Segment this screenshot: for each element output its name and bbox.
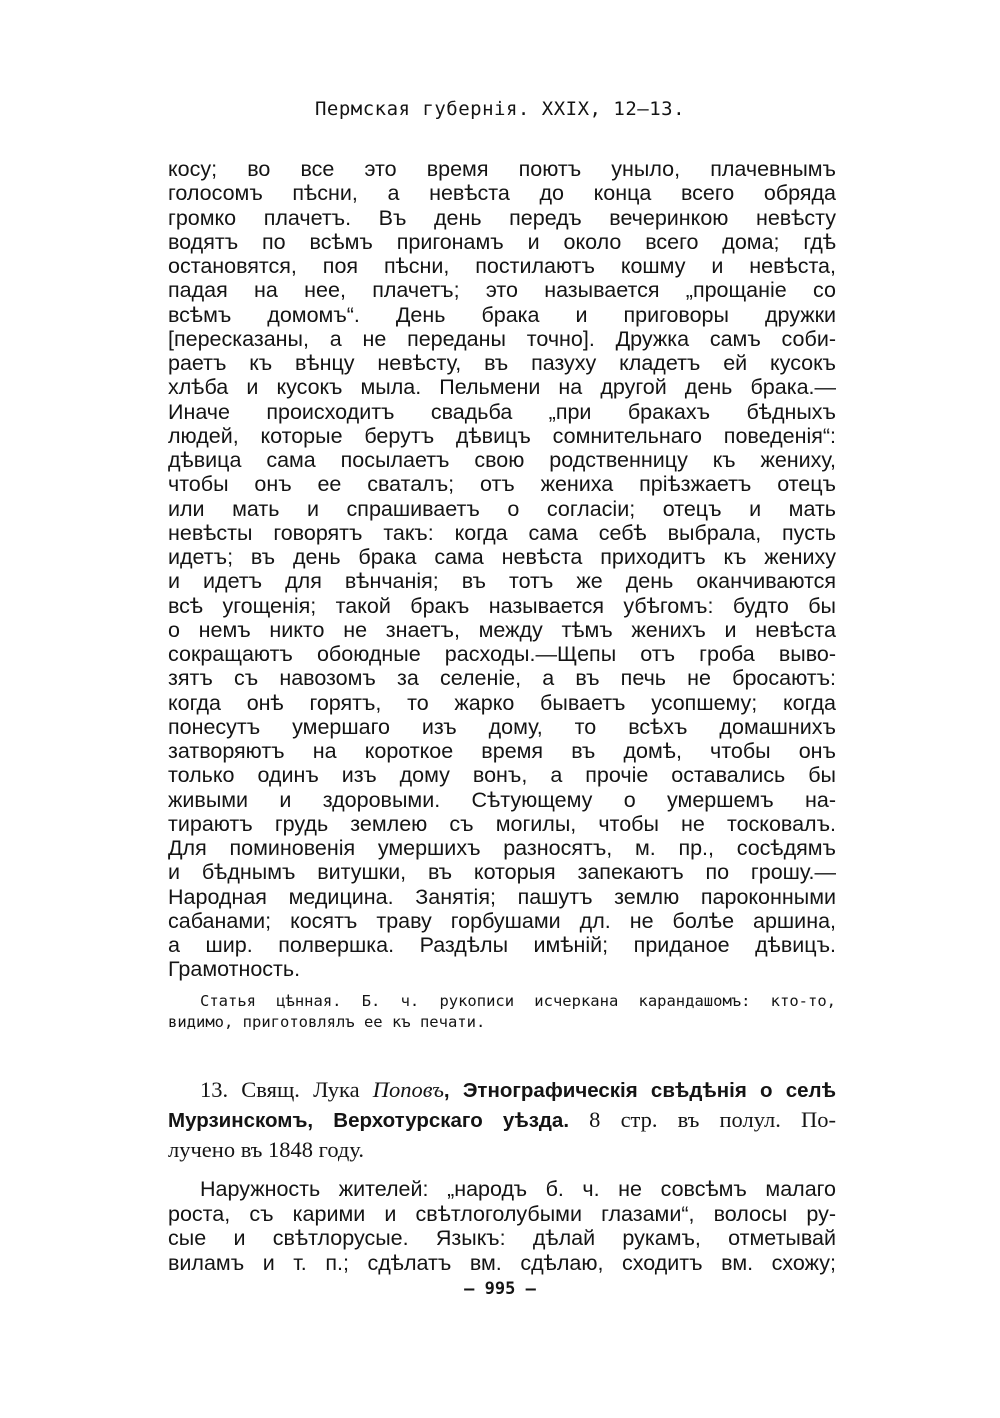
- text-line: остановятся, поя пѣсни, постилаютъ кошму и невѣста,: [168, 254, 836, 278]
- desc-line: сые и свѣтлорусые. Языкъ: дѣлай рукамъ, отметывай: [168, 1226, 836, 1250]
- text-line: людей, которые берутъ дѣвицъ сомнительнаго поведенія“:: [168, 423, 836, 448]
- text-line: когда онѣ горятъ, то жарко бываетъ усопшему; когда: [168, 690, 836, 715]
- text-line: понесутъ умершаго изъ дому, то всѣхъ домашнихъ: [168, 714, 836, 739]
- entry-author-surname: Поповъ: [372, 1077, 444, 1102]
- text-line: громко плачетъ. Въ день передъ вечеринкою невѣсту: [168, 205, 836, 230]
- text-line: Для поминовенія умершихъ разносятъ, м. пр., сосѣдямъ: [168, 836, 836, 860]
- text-line: живыми и здоровыми. Сѣтующему о умершемъ на-: [168, 787, 836, 812]
- text-line: идетъ; въ день брака сама невѣста приходитъ къ жениху: [168, 545, 836, 569]
- page-number: — 995 —: [464, 1279, 536, 1299]
- desc-line: Наружность жителей: „народъ б. ч. не совсѣмъ малаго: [200, 1177, 836, 1201]
- text-line: затворяютъ на короткое время въ домѣ, чтобы онъ: [168, 739, 836, 763]
- text-line: а шир. полвершка. Раздѣлы имѣній; приданое дѣвицъ.: [168, 933, 836, 957]
- text-line: Иначе происходитъ свадьба „при бракахъ бѣдныхъ: [168, 399, 836, 424]
- text-line: и идетъ для вѣнчанія; въ тотъ же день оканчиваются: [168, 569, 836, 594]
- text-line: голосомъ пѣсни, а невѣста до конца всего обряда: [168, 181, 836, 206]
- text-line: [пересказаны, а не переданы точно]. Дружка самъ соби-: [168, 326, 836, 351]
- text-line: и бѣднымъ витушки, въ которыя запекаютъ по грошу.—: [168, 860, 836, 885]
- text-line: дѣвица сама посылаетъ свою родственницу къ жениху,: [168, 448, 836, 472]
- entry-title-part: Мурзинскомъ, Верхотурскаго уѣзда.: [168, 1109, 570, 1132]
- text-line: Народная медицина. Занятія; пашутъ землю пароконными: [168, 884, 836, 909]
- bibliographic-entry: [168, 1075, 836, 1165]
- text-line: зятъ съ навозомъ за селеніе, а въ печь не бросаютъ:: [168, 666, 836, 691]
- entry-title-part: , Этнографическія свѣдѣнія о селѣ: [443, 1079, 836, 1102]
- note-line: Статья цѣнная. Б. ч. рукописи исчеркана карандашомъ: кто-то,: [200, 992, 836, 1010]
- text-line: о немъ никто не знаетъ, между тѣмъ женихъ и невѣста: [168, 617, 836, 642]
- entry-line: [168, 1105, 836, 1135]
- running-head: Пермская губернія. XXIX, 12—13.: [314, 98, 686, 120]
- text-line: косу; во все это время поютъ уныло, плачевнымъ: [168, 157, 836, 181]
- text-line: хлѣба и кусокъ мыла. Пельмени на другой день брака.—: [168, 375, 836, 400]
- desc-line: виламъ и т. п.; сдѣлатъ вм. сдѣлаю, сходитъ вм. схожу;: [168, 1250, 836, 1275]
- entry-details: лучено въ 1848 году.: [168, 1137, 364, 1162]
- text-line: Грамотность.: [168, 957, 301, 982]
- entry-line: [168, 1135, 836, 1165]
- note-line: видимо, приготовлялъ ее къ печати.: [168, 1013, 486, 1031]
- entry-details: 8 стр. въ полул. По-: [569, 1107, 836, 1132]
- desc-line: роста, съ карими и свѣтлоголубыми глазами“, волосы ру-: [168, 1201, 836, 1226]
- main-text-block: [168, 157, 836, 982]
- editorial-note: [168, 991, 836, 1033]
- text-line: всѣ угощенія; такой бракъ называется убѣгомъ: будто бы: [168, 593, 836, 618]
- entry-line: [168, 1075, 836, 1105]
- text-line: всѣмъ домомъ“. День брака и приговоры дружки: [168, 302, 836, 327]
- text-line: невѣсты говорятъ такъ: когда сама себѣ выбрала, пусть: [168, 520, 836, 545]
- entry-number: 13. Свящ. Лука: [200, 1077, 373, 1102]
- text-line: падая на нее, плачетъ; это называется „прощаніе со: [168, 278, 836, 303]
- text-line: сокращаютъ обоюдные расходы.—Щепы отъ гроба выво-: [168, 642, 836, 666]
- text-line: водятъ по всѣмъ пригонамъ и около всего дома; гдѣ: [168, 229, 836, 254]
- text-line: раетъ къ вѣнцу невѣсту, въ пазуху кладетъ ей кусокъ: [168, 351, 836, 375]
- text-line: тираютъ грудь землею съ могилы, чтобы не тосковалъ.: [168, 811, 836, 836]
- text-line: или мать и спрашиваетъ о согласіи; отецъ и мать: [168, 496, 836, 521]
- entry-description: [168, 1177, 836, 1275]
- text-line: только одинъ изъ дому вонъ, а прочіе оставались бы: [168, 763, 836, 788]
- text-line: чтобы онъ ее сваталъ; отъ жениха пріѣзжаетъ отецъ: [168, 472, 836, 497]
- text-line: сабанами; косятъ траву горбушами дл. не болѣе аршина,: [168, 908, 836, 933]
